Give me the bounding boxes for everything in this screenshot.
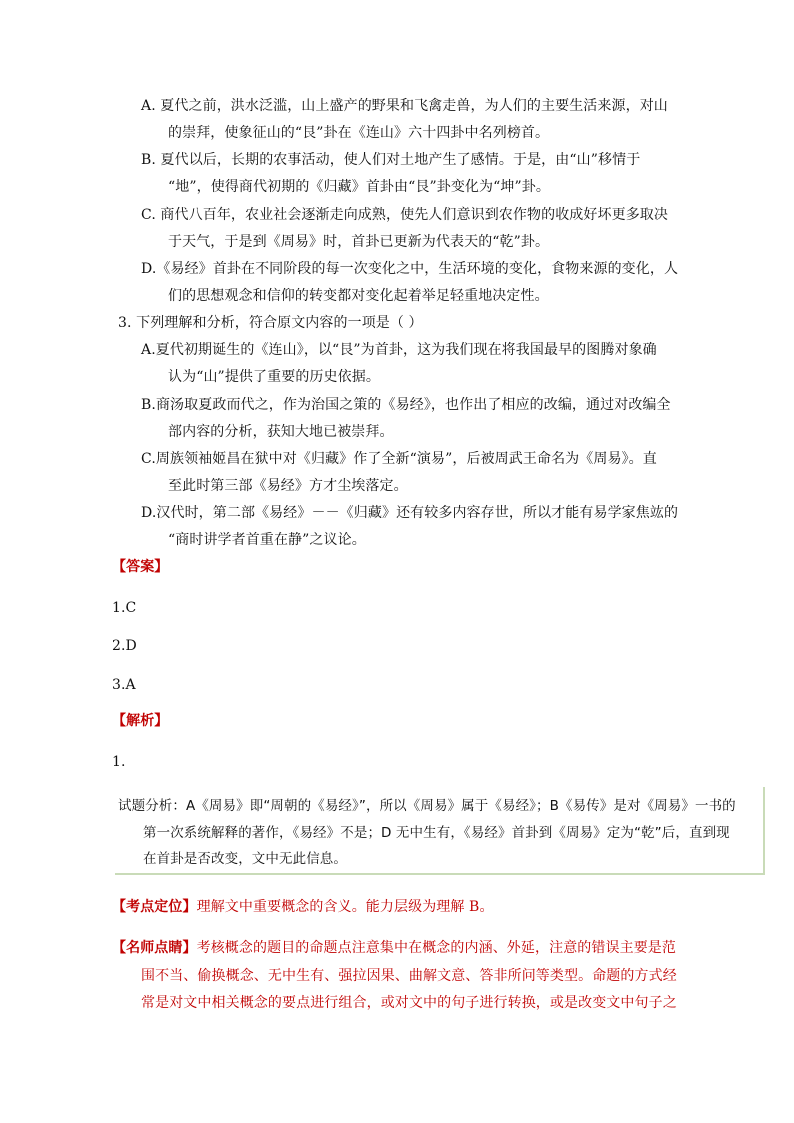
- answer-1: 1.C: [112, 600, 137, 616]
- kaodian-text: 理解文中重要概念的含义。能力层级为理解 B。: [196, 899, 494, 915]
- analysis-number: 1.: [112, 754, 126, 770]
- q3-option-a-line1: A.夏代初期诞生的《连山》，以“艮”为首卦，这为我们现在将我国最早的图腾对象确: [141, 342, 657, 358]
- q2-option-d-line1: D.《易经》首卦在不同阶段的每一次变化之中，生活环境的变化，食物来源的变化，人: [141, 261, 679, 277]
- q2-option-b-line2: “地”，使得商代初期的《归藏》首卦由“艮”卦变化为“坤”卦。: [168, 179, 550, 195]
- answer-heading: 【答案】: [112, 559, 169, 575]
- q3-stem: 3. 下列理解和分析，符合原文内容的一项是（ ）: [118, 315, 423, 331]
- kaodian-paragraph: [112, 897, 494, 917]
- analysis-box: [115, 787, 765, 875]
- q3-option-c-line1: C.周族领袖姬昌在狱中对《归藏》作了全新“演易”，后被周武王命名为《周易》。直: [141, 451, 657, 467]
- q2-option-a-line2: 的崇拜，使象征山的“艮”卦在《连山》六十四卦中名列榜首。: [168, 125, 550, 141]
- q3-option-c-line2: 至此时第三部《易经》方才尘埃落定。: [168, 478, 408, 494]
- q3-option-d-line2: “商时讲学者首重在静”之议论。: [168, 532, 366, 548]
- analysis-box-line-2: 第一次系统解释的著作，《易经》不是；D 无中生有，《易经》首卦到《周易》定为“乾”后，直到现: [143, 825, 730, 841]
- q2-option-a-line1: A. 夏代之前，洪水泛滥，山上盛产的野果和飞禽走兽，为人们的主要生活来源，对山: [141, 98, 668, 114]
- kaodian-label: 【考点定位】: [112, 899, 197, 915]
- q3-option-d-line1: D.汉代时，第二部《易经》－－《归藏》还有较多内容存世，所以才能有易学家焦竑的: [141, 505, 679, 521]
- mingshi-line-1: [112, 938, 676, 958]
- q3-option-a-line2: 认为“山”提供了重要的历史依据。: [168, 369, 380, 385]
- analysis-box-line-1: 试题分析：A《周易》即“周朝的《易经》”，所以《周易》属于《易经》；B《易传》是对《周易》一书的: [118, 798, 736, 814]
- mingshi-line-2: 围不当、偷换概念、无中生有、强拉因果、曲解文意、答非所问等类型。命题的方式经: [141, 968, 677, 984]
- mingshi-line-3: 常是对文中相关概念的要点进行组合，或对文中的句子进行转换，或是改变文中句子之: [141, 995, 677, 1011]
- q2-option-d-line2: 们的思想观念和信仰的转变都对变化起着举足轻重地决定性。: [168, 288, 549, 304]
- q2-option-c-line2: 于天气，于是到《周易》时，首卦已更新为代表天的“乾”卦。: [168, 234, 550, 250]
- answer-3: 3.A: [112, 677, 136, 693]
- q3-option-b-line2: 部内容的分析，获知大地已被崇拜。: [168, 424, 394, 440]
- q2-option-b-line1: B. 夏代以后，长期的农事活动，使人们对土地产生了感情。于是，由“山”移情于: [141, 152, 641, 168]
- q3-option-b-line1: B.商汤取夏政而代之，作为治国之策的《易经》，也作出了相应的改编，通过对改编全: [141, 397, 671, 413]
- answer-2: 2.D: [112, 638, 137, 654]
- analysis-heading: 【解析】: [112, 713, 169, 729]
- analysis-box-line-3: 在首卦是否改变，文中无此信息。: [143, 851, 347, 867]
- mingshi-label: 【名师点睛】: [112, 940, 197, 956]
- q2-option-c-line1: C. 商代八百年，农业社会逐渐走向成熟，使先人们意识到农作物的收成好坏更多取决: [141, 207, 669, 223]
- mingshi-text-1: 考核概念的题目的命题点注意集中在概念的内涵、外延，注意的错误主要是范: [196, 940, 677, 956]
